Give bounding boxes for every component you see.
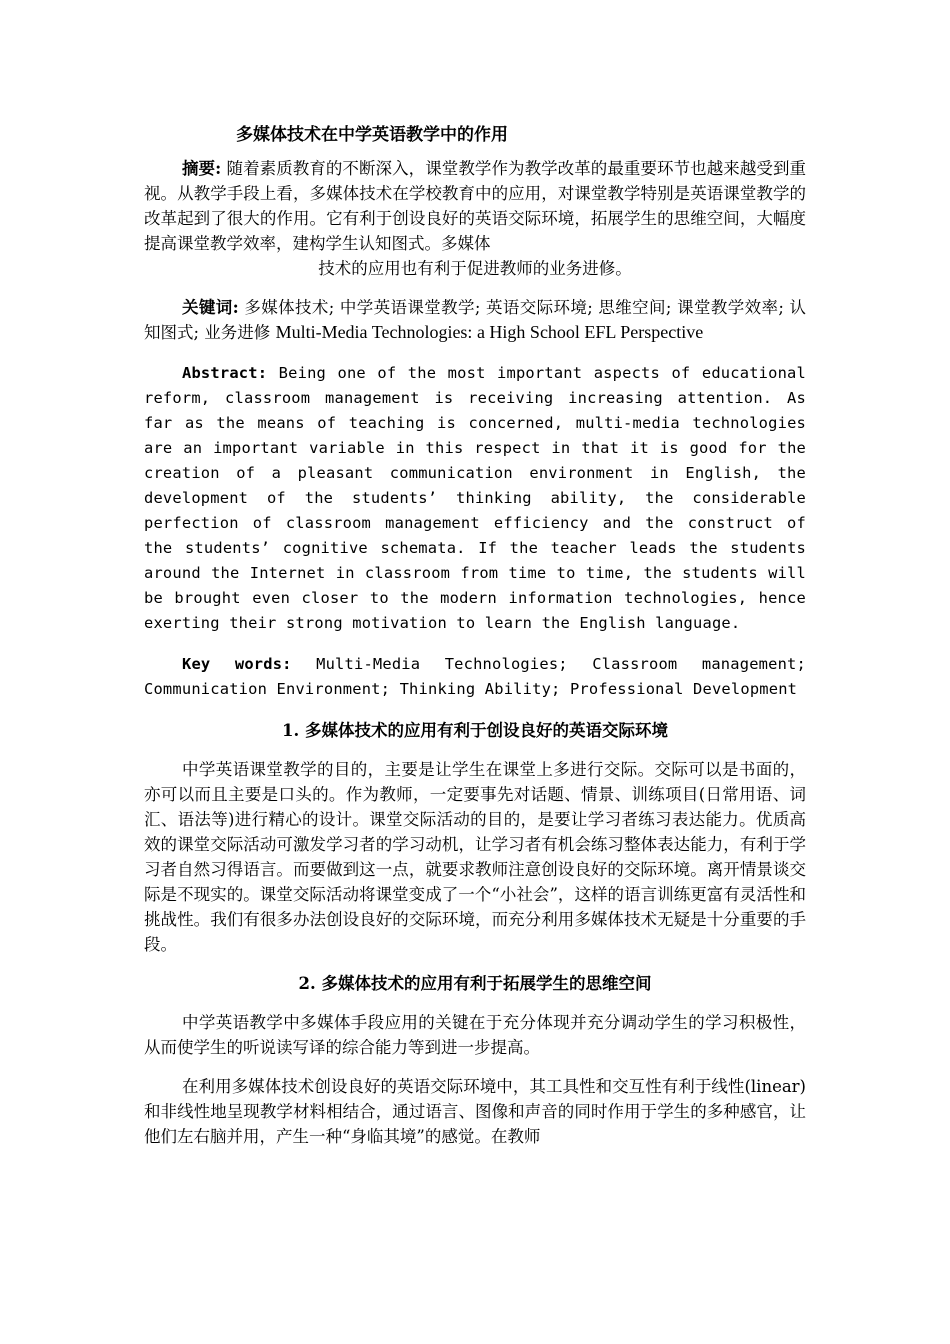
page-title: 多媒体技术在中学英语教学中的作用 <box>236 125 508 145</box>
keywords-cn-label: 关键词: <box>182 298 239 317</box>
document-body <box>144 122 806 1163</box>
keywords-cn-text: 多媒体技术; 中学英语课堂教学; 英语交际环境; 思维空间; 课堂教学效率; 认知图式; 业务进修 <box>144 298 807 342</box>
section-2-heading: 2. 多媒体技术的应用有利于拓展学生的思维空间 <box>298 974 652 993</box>
abstract-cn-last-line: 技术的应用也有利于促进教师的业务进修。 <box>318 259 632 278</box>
section-1-paragraph: 中学英语课堂教学的目的，主要是让学生在课堂上多进行交际。交际可以是书面的，亦可以而且主要是口头的。作为教师，一定要事先对话题、情景、训练项目(日常用语、词汇、语法等)进行精心的设计。课堂交际活动的目的，是要让学习者练习表达能力。优质高效的课堂交际活动可激发学习者的学习动机，让学习者有机会练习整体表达能力，有利于学习者自然习得语言。而要做到这一点，就要求教师注意创设良好的交际环境。离开情景谈交际是不现实的。课堂交际活动将课堂变成了一个“小社会”，这样的语言训练更富有灵活性和挑战性。我们有很多办法创设良好的交际环境，而充分利用多媒体技术无疑是十分重要的手段。 <box>144 760 806 954</box>
abstract-cn-label: 摘要: <box>182 159 222 178</box>
abstract-cn-text: 随着素质教育的不断深入，课堂教学作为教学改革的最重要环节也越来越受到重视。从教学手段上看，多媒体技术在学校教育中的应用，对课堂教学特别是英语课堂教学的改革起到了很大的作用。它有利于创设良好的英语交际环境，拓展学生的思维空间，大幅度提高课堂教学效率，建构学生认知图式。多媒体 <box>144 159 807 253</box>
keywords-en <box>144 652 806 702</box>
english-title: Multi-Media Technologies: a High School EFL Perspective <box>275 322 704 342</box>
abstract-en-text: Being one of the most important aspects of educational reform, classroom management is receiving increasing attention. As far as the means of teaching is concerned, multi-media technologies are an important variable in this respect in that it is good for the creation of a pleasant communication environment in English, the development of the students’ thinking ability, the considerable perfection of classroom management efficiency and the construct of the students’ cognitive schemata. If the teacher leads the students around the Internet in classroom from time to time, the students will be brought even closer to the modern information technologies, hence exerting their strong motivation to learn the English language. <box>144 364 806 632</box>
keywords-en-label: Key words: <box>182 655 292 673</box>
keywords-cn <box>144 295 806 345</box>
abstract-cn <box>144 156 806 281</box>
keywords-en-text: Multi-Media Technologies; Classroom management; Communication Environment; Thinking Ability; Professional Development <box>144 655 806 698</box>
abstract-en-label: Abstract: <box>182 364 268 382</box>
section-2-paragraph-1: 中学英语教学中多媒体手段应用的关键在于充分体现并充分调动学生的学习积极性，从而使学生的听说读写译的综合能力等到进一步提高。 <box>144 1013 806 1057</box>
section-2-paragraph-2: 在利用多媒体技术创设良好的英语交际环境中，其工具性和交互性有利于线性(linear)和非线性地呈现教学材料相结合，通过语言、图像和声音的同时作用于学生的多种感官，让他们左右脑并用，产生一种“身临其境”的感觉。在教师 <box>144 1077 806 1146</box>
section-1-heading: 1. 多媒体技术的应用有利于创设良好的英语交际环境 <box>282 721 668 740</box>
abstract-en <box>144 361 806 636</box>
